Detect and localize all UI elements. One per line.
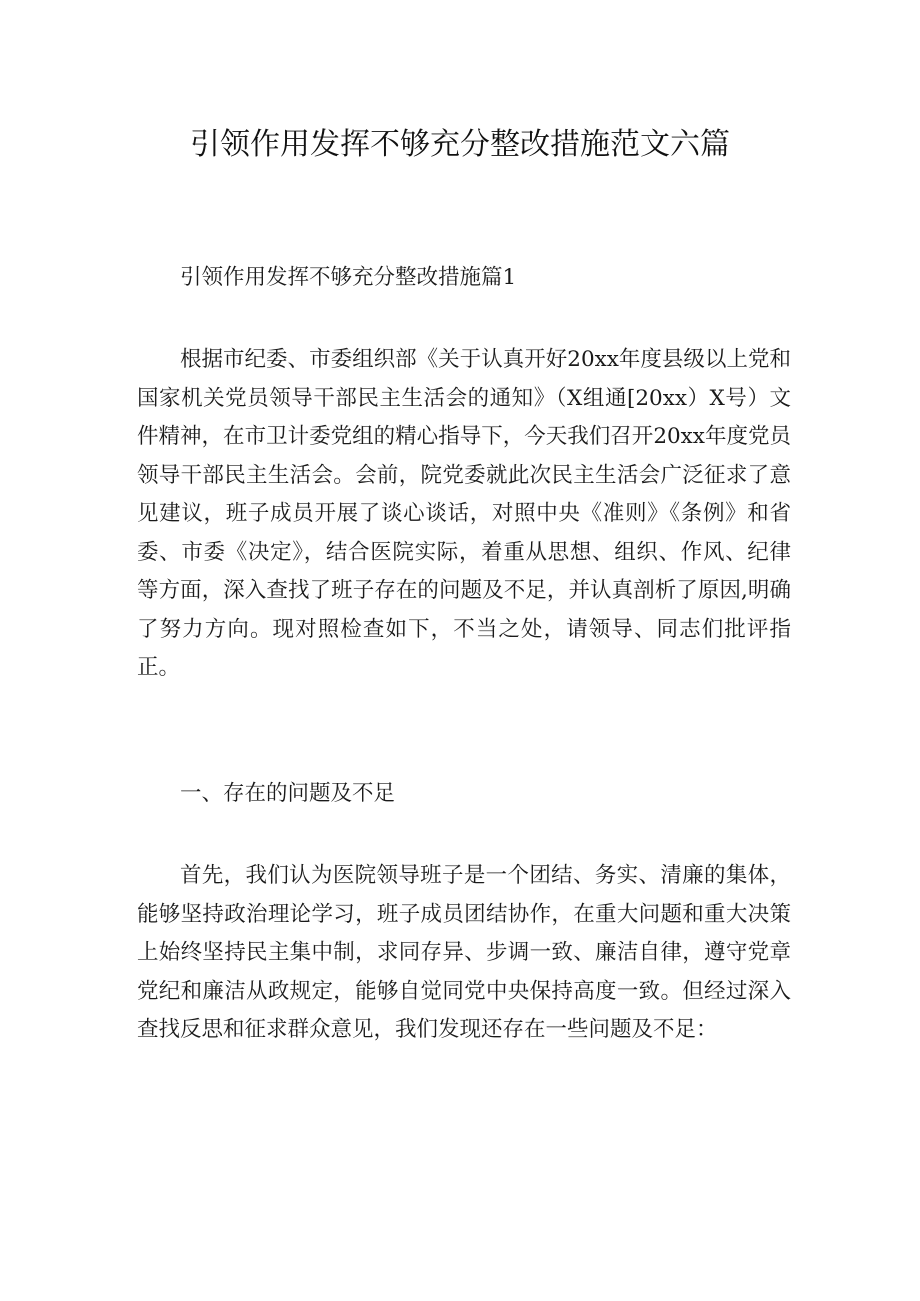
section-heading: 一、存在的问题及不足: [180, 781, 396, 806]
paragraph-intro: 根据市纪委、市委组织部《关于认真开好20xx年度县级以上党和国家机关党员领导干部民主生活会的通知》（X组通[20xx）X号）文件精神，在市卫计委党组的精心指导下，今天我们召开20xx年度党员领导干部民主生活会。会前，院党委就此次民主生活会广泛征求了意见建议，班子成员开展了谈心谈话，对照中央《准则》《条例》和省委、市委《决定》，结合医院实际，着重从思想、组织、作风、纪律等方面，深入查找了班子存在的问题及不足，并认真剖析了原因,明确了努力方向。现对照检查如下，不当之处，请领导、同志们批评指正。: [137, 347, 791, 680]
document-title: 引领作用发挥不够充分整改措施范文六篇: [190, 127, 730, 162]
article-subtitle: 引领作用发挥不够充分整改措施篇1: [180, 265, 517, 290]
paragraph-first: 首先，我们认为医院领导班子是一个团结、务实、清廉的集体，能够坚持政治理论学习，班子成员团结协作，在重大问题和重大决策上始终坚持民主集中制，求同存异、步调一致、廉洁自律，遵守党章党纪和廉洁从政规定，能够自觉同党中央保持高度一致。但经过深入查找反思和征求群众意见，我们发现还存在一些问题及不足：: [137, 863, 791, 1042]
